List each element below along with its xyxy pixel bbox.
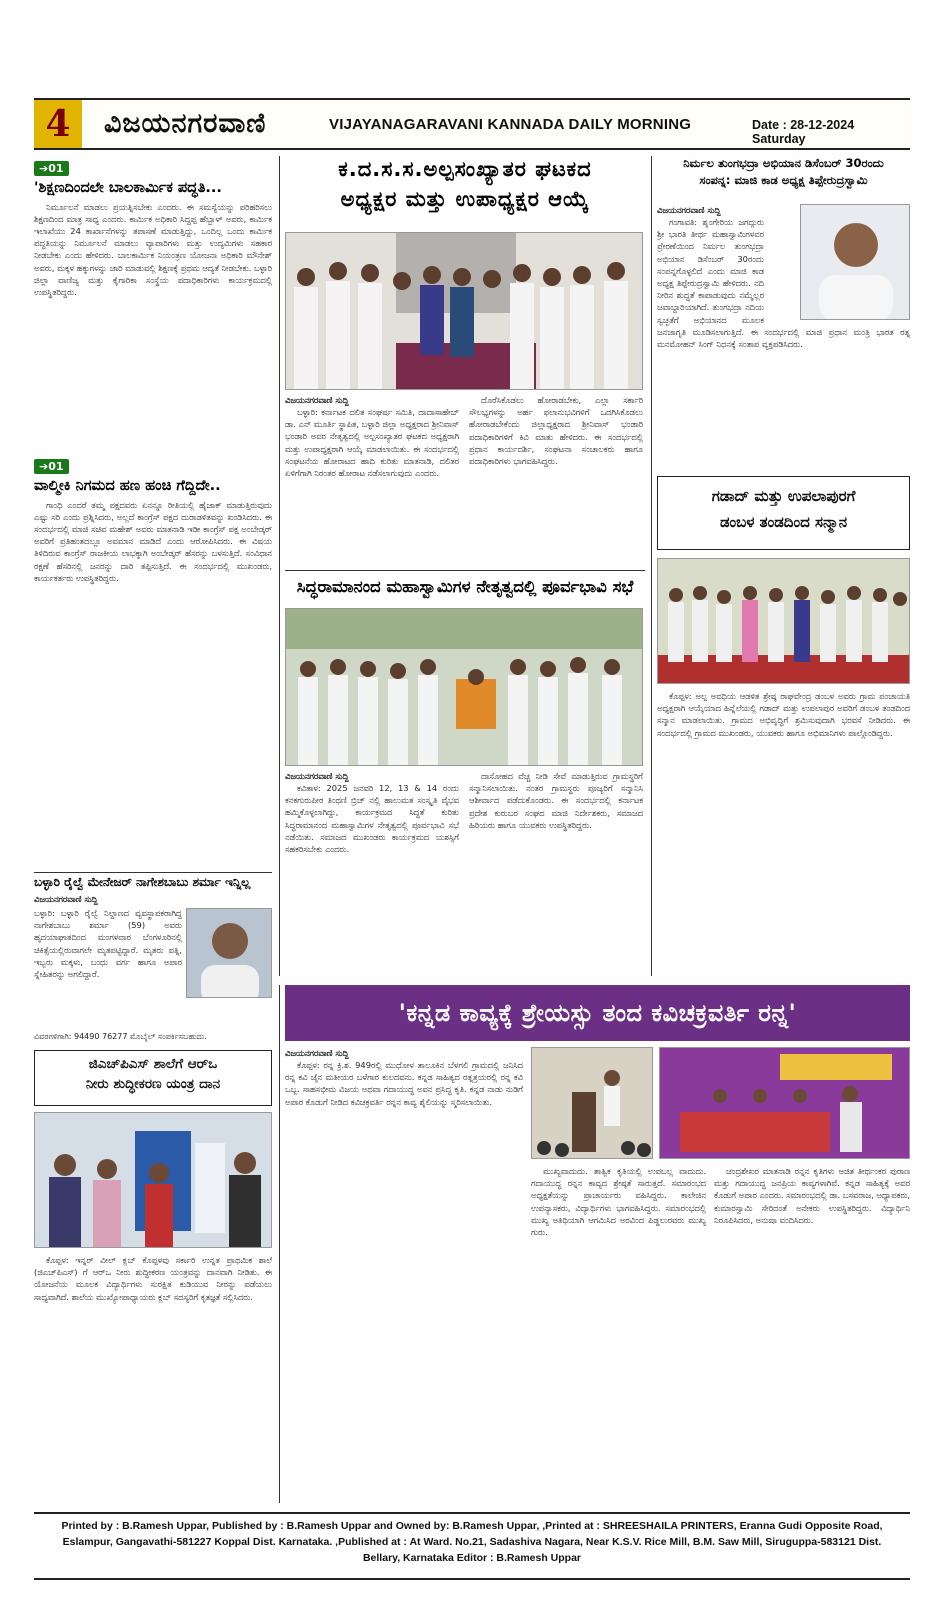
column-rule-1 — [279, 156, 280, 976]
continuation-tag: ➔01 — [34, 459, 69, 474]
headline-line-1: ಗಡಾದ್ ಮತ್ತು ಉಪಲಾಪುರಗೆ — [711, 487, 856, 505]
ranna-body-b: ಮುಖ್ಯವಾದುದು. ತಾತ್ವಿಕ ಕೃತಿಯಲ್ಲಿ ಉಪಬಲ್ಲ ವಾದುದು. ಗದಾಯುದ್ಧ ರನ್ನನ ಕಾವ್ಯದ ಶ್ರೇಷ್ಠತೆ ಸಾರುತ್ತದೆ. ಸಮಾರಂಭದ ಅಧ್ಯಕ್ಷತೆಯನ್ನು ಪ್ರಾಚಾರ್ಯರು ವಹಿಸಿದ್ದರು. ಕಾಲೇಜಿನ ಉಪನ್ಯಾಸಕರು, ವಿದ್ಯಾರ್ಥಿಗಳು ಭಾಗವಹಿಸಿದ್ದರು. ಸಮಾರಂಭದಲ್ಲಿ ಮುಖ್ಯ ಅತಿಥಿಯಾಗಿ ಆಗಮಿಸಿದ ಅರವಿಂದ ಪಿಡ್ಡಲುರವರು ಮುಖ್ಯ ಗುರು. — [531, 1166, 706, 1238]
sabha-group-photo — [285, 608, 643, 766]
group-photo-illustration — [286, 233, 643, 390]
group-photo-illustration — [35, 1113, 272, 1248]
story-tungabhadra — [657, 157, 910, 187]
stage-guests-illustration — [660, 1048, 910, 1159]
imprint-line-2: Eslampur, Gangavathi-581227 Koppal Dist. Karnataka. ,Published at : At Ward. No.21, Sadashiva Nagara, Near K.S.V. Rice Mill, B.M. Saw Mill, Siruguppa-583121 Dist. — [62, 1536, 882, 1548]
sabha-dateline: ವಿಜಯನಗರವಾಣಿ ಸುದ್ದಿ — [285, 771, 349, 781]
tungabhadra-dateline: ವಿಜಯನಗರವಾಣಿ ಸುದ್ದಿ — [657, 205, 721, 215]
felicitation-headline-box — [657, 476, 910, 550]
imprint-footer — [34, 1512, 910, 1580]
kdss-group-photo — [285, 232, 643, 390]
ranna-podium-photo — [531, 1047, 653, 1159]
headline-line-2: ಅಧ್ಯಕ್ಷರ ಮತ್ತು ಉಪಾಧ್ಯಕ್ಷರ ಆಯ್ಕೆ — [340, 187, 590, 212]
felicitation-body: ಕೊಪ್ಪಳ: ಅಲ್ಪ ಅವಧಿಯ ಆಡಳಿತ ಶ್ರೇಷ್ಠ ರಾಘವೇಂದ್ರ ಡಂಬಳ ಅವರು ಗ್ರಾಮ ಪಂಚಾಯತಿ ಅಧ್ಯಕ್ಷರಾಗಿ ಆಯ್ಕೆಯಾದ ಹಿನ್ನೆಲೆಯಲ್ಲಿ ಗಡಾದ್ ಮತ್ತು ಉಪಲಾಪುರ ಅವರಿಗೆ ಡಂಬಳ ತಂಡದಿಂದ ಸನ್ಮಾನ ಮಾಡಲಾಯಿತು. ಗ್ರಾಮದ ಅಭಿವೃದ್ಧಿಗೆ ಶ್ರಮಿಸುವುದಾಗಿ ಭರವಸೆ ನೀಡಿದರು. ಈ ಸಂದರ್ಭದಲ್ಲಿ ಗ್ರಾಮದ ಮುಖಂಡರು, ಯುವಕರು ಹಾಗೂ ಅಭಿಮಾನಿಗಳು ಪಾಲ್ಗೊಂಡಿದ್ದರು. — [657, 691, 910, 738]
headline-line-1: ಕ.ದ.ಸ.ಸ.ಅಲ್ಪಸಂಖ್ಯಾತರ ಘಟಕದ — [338, 157, 592, 181]
page-number: 4 — [34, 100, 82, 148]
divider — [285, 570, 645, 571]
article-body: ಬಳ್ಳಾರಿ: ಬಳ್ಳಾರಿ ರೈಲ್ವೆ ನಿಲ್ದಾಣದ ವ್ಯವಸ್ಥಾಪಕರಾಗಿದ್ದ ನಾಗೇಶಬಾಬು ಶರ್ಮಾ (59) ಅವರು ಹೃದಯಾಘಾತದಿಂದ ಮಂಗಳವಾರ ಬೆಂಗಳೂರಿನಲ್ಲಿ ಚಿಕಿತ್ಸೆಯಲ್ಲಿರುವಾಗಲೇ ಮೃತಪಟ್ಟಿದ್ದಾರೆ. ಮೃತರು ಪತ್ನಿ, ಇಬ್ಬರು ಮಕ್ಕಳು, ಬಂಧು ವರ್ಗ ಹಾಗೂ ಅಪಾರ ಸ್ನೇಹಿತರನ್ನು ಅಗಲಿದ್ದಾರೆ. — [34, 908, 182, 980]
imprint-line-3: Bellary, Karnataka Editor : B.Ramesh Uppar — [362, 1552, 582, 1564]
felicitation-photo — [657, 558, 910, 684]
headline-line-2: ನೀರು ಶುದ್ಧೀಕರಣ ಯಂತ್ರ ದಾನ — [85, 1076, 221, 1092]
ranna-dateline: ವಿಜಯನಗರವಾಣಿ ಸುದ್ದಿ — [285, 1048, 349, 1058]
donation-headline-box — [34, 1050, 272, 1106]
ranna-headline-banner: 'ಕನ್ನಡ ಕಾವ್ಯಕ್ಕೆ ಶ್ರೇಯಸ್ಸು ತಂದ ಕವಿಚಕ್ರವರ್ತಿ ರನ್ನ' — [285, 985, 910, 1041]
story-obituary — [34, 876, 272, 1043]
masthead-date: Date : 28-12-2024 Saturday — [752, 118, 855, 146]
sabha-body-left: ಕವಿತಾಳ: 2025 ಜನವರಿ 12, 13 & 14 ರಂದು ಕನಕಗುರುಪೀಠ ತಿಂಥಣಿ ಬ್ರಿಜ್ ನಲ್ಲಿ ಹಾಲುಮತ ಸಂಸ್ಕೃತಿ ವೈಭವ ಹಮ್ಮಿಕೊಳ್ಳಲಾಗಿದ್ದು, ಕಾರ್ಯಕ್ರಮದ ಸಿದ್ಧತೆ ಕುರಿತು ಸಿದ್ಧರಾಮಾನಂದ ಮಹಾಸ್ವಾಮಿಗಳ ನೇತೃತ್ವದಲ್ಲಿ ಪೂರ್ವಭಾವಿ ಸಭೆ ನಡೆಯಿತು. ಸಮಾಜದ ಮುಖಂಡರು ಕಾರ್ಯಕ್ರಮದ ಯಶಸ್ಸಿಗೆ ಸಹಕರಿಸಬೇಕು ಎಂದರು. — [285, 783, 459, 855]
story-child-labour — [34, 157, 272, 433]
contact-line: ವಿವರಗಳಿಗಾಗಿ: 94490 76277 ಮೊಬೈಲ್ ಸಂಪರ್ಕಿಸಬಹುದು. — [34, 1032, 207, 1041]
kdss-dateline: ವಿಜಯನಗರವಾಣಿ ಸುದ್ದಿ — [285, 395, 349, 405]
ranna-stage-photo — [659, 1047, 910, 1159]
article-body: ಗಾಂಧಿ ಎಂದರೆ ತಮ್ಮ ಪಕ್ಷದವರು ಏನನ್ನೂ ರೀತಿಯಲ್ಲಿ ಹೈಜಾಕ್ ಮಾಡುತ್ತಿರುವುದು ಎಷ್ಟು ಸರಿ ಎಂದು ಪ್ರಶ್ನಿಸಿದರು, ಅಲ್ಲದೆ ಕಾಂಗ್ರೆಸ್ ಪಕ್ಷದ ದುರಾಡಳಿತವನ್ನು ಖಂಡಿಸಿದರು. ಈ ಸಂದರ್ಭದಲ್ಲಿ ಮಾಜಿ ಸಚಿವ ಮಹೇಶ್ ಅವರು ಮಾತನಾಡಿ ಇಡೀ ಕಾಂಗ್ರೆಸ್ ಪಕ್ಷ ಅಂಬೇಡ್ಕರ್ ಅವರಿಗೆ ಪ್ರತಿಹಂತದಲ್ಲೂ ಅವಮಾನ ಮಾಡಿದೆ ಎಂದು ಆರೋಪಿಸಿದರು. ಈ ವಿಷಯ ತಿಳಿದಿರುವ ಕಾಂಗ್ರೆಸ್ ರಾಜಕೀಯ ಲಾಭಕ್ಕಾಗಿ ಅಂಬೇಡ್ಕರ್ ಹೆಸರನ್ನು ಬಳಸುತ್ತಿದೆ. ಸಂವಿಧಾನ ರಕ್ಷಣೆ ಹೆಸರಿನಲ್ಲಿ ಜನರನ್ನು ದಾರಿ ತಪ್ಪಿಸುತ್ತಿದೆ. ಈ ಸಂದರ್ಭದಲ್ಲಿ ಮುಖಂಡರು, ಕಾರ್ಯಕರ್ತರು ಉಪಸ್ಥಿತರಿದ್ದರು. — [34, 499, 272, 583]
imprint-line-1: Printed by : B.Ramesh Uppar, Published by : B.Ramesh Uppar and Owned by: B.Ramesh Uppar, ,Printed at : SHREESHAILA PRINTERS, Eranna Gudi Opposite Road, — [61, 1520, 883, 1532]
headline: ಬಳ್ಳಾರಿ ರೈಲ್ವೆ ಮೇನೇಜರ್ ನಾಗೇಶಬಾಬು ಶರ್ಮಾ ಇನ್ನಿಲ್ಲ — [34, 875, 251, 889]
group-photo-illustration — [286, 609, 643, 766]
headline-line-1: ನಿರ್ಮಲ ತುಂಗಭದ್ರಾ ಅಭಿಯಾನ ಡಿಸೆಂಬರ್ 30ರಂದು — [683, 156, 884, 170]
ranna-body-a: ಕೊಪ್ಪಳ: ರನ್ನ ಕ್ರಿ.ಶ. 949ರಲ್ಲಿ ಮುಧೋಳ ತಾಲೂಕಿನ ಬೆಳಗಲಿ ಗ್ರಾಮದಲ್ಲಿ ಜನಿಸಿದ ರನ್ನ ಕವಿ ಜೈನ ಮತೀಯರ ಬಳೆಗಾರ ಕುಲದವನು. ಕನ್ನಡ ಸಾಹಿತ್ಯದ ರತ್ನತ್ರಯರಲ್ಲಿ ರನ್ನ ಕವಿ ಒಬ್ಬ. ಸಾಹಸಭೀಮ ವಿಜಯ ಅಥವಾ ಗದಾಯುದ್ಧ ಅವನ ಪ್ರಸಿದ್ಧ ಕೃತಿ. ಕನ್ನಡ ನಾಡು ನುಡಿಗೆ ಅಪಾರ ಕೊಡುಗೆ ನೀಡಿದ ಕವಿಚಕ್ರವರ್ತಿ ರನ್ನನ ಕಾವ್ಯ ಶೈಲಿಯನ್ನು ಸ್ಮರಿಸಲಾಯಿತು. — [285, 1060, 523, 1107]
sabha-body-right: ದಾಸೋಹದ ವೆಚ್ಚ ನೀಡಿ ಸೇವೆ ಮಾಡುತ್ತಿರುವ ಗ್ರಾಮಸ್ಥರಿಗೆ ಸನ್ಮಾನಿಸಲಾಯಿತು. ನಂತರ ಗ್ರಾಮಸ್ಥರು ಪೂಜ್ಯರಿಗೆ ಸನ್ಮಾನಿಸಿ ಆಶೀರ್ವಾದ ಪಡೆದುಕೊಂಡರು. ಈ ಸಂದರ್ಭದಲ್ಲಿ ಕರ್ನಾಟಕ ಪ್ರದೇಶ ಕುರುಬರ ಸಂಘದ ಮಾಜಿ ನಿರ್ದೇಶಕರು, ಸಮಾಜದ ಹಿರಿಯರು ಹಾಗೂ ಯುವಕರು ಉಪಸ್ಥಿತರಿದ್ದರು. — [469, 771, 643, 830]
dateline: ವಿಜಯನಗರವಾಣಿ ಸುದ್ದಿ — [34, 893, 98, 904]
story-valmiki — [34, 455, 272, 869]
headline-line-2: ಸಂಪನ್ನ: ಮಾಜಿ ಕಾಡ ಅಧ್ಯಕ್ಷ ತಿಪ್ಪೇರುದ್ರಸ್ವಾಮಿ — [699, 173, 868, 188]
person-silhouette-icon — [187, 909, 272, 998]
column-rule-3 — [279, 985, 280, 1503]
divider — [34, 872, 272, 873]
headline: 'ಶಿಕ್ಷಣದಿಂದಲೇ ಬಾಲಕಾರ್ಮಿಕ ಪದ್ಧತಿ... — [34, 180, 222, 196]
donation-body: ಕೊಪ್ಪಳ: ಇನ್ನರ್ ವೀಲ್ ಕ್ಲಬ್ ಕೊಪ್ಪಳವು ಸರ್ಕಾರಿ ಉನ್ನತ ಪ್ರಾಥಮಿಕ ಶಾಲೆ (ಜಿಎಚ್‌ಪಿಎಸ್) ಗೆ ಆರ್‌ಒ ನೀರು ಶುದ್ಧೀಕರಣ ಯಂತ್ರವನ್ನು ದಾನವಾಗಿ ನೀಡಿತು. ಈ ಯೋಜನೆಯ ಮೂಲಕ ವಿದ್ಯಾರ್ಥಿಗಳು ಸುರಕ್ಷಿತ ಕುಡಿಯುವ ನೀರನ್ನು ಪಡೆಯಲು ಸಾಧ್ಯವಾಗಿದೆ. ಶಾಲೆಯ ಮುಖ್ಯೋಪಾಧ್ಯಾಯರು ಕ್ಲಬ್ ಸದಸ್ಯರಿಗೆ ಕೃತಜ್ಞತೆ ಸಲ್ಲಿಸಿದರು. — [34, 1255, 272, 1302]
tungabhadra-body: ಗಂಗಾವತಿ: ಶೃಂಗೇರಿಯ ಜಗದ್ಗುರು ಶ್ರೀ ಭಾರತಿ ತೀರ್ಥ ಮಹಾಸ್ವಾಮಿಗಳವರ ಪ್ರೇರಣೆಯಿಂದ ನಿರ್ಮಲ ತುಂಗಭದ್ರಾ ಅಭಿಯಾನ ಡಿಸೆಂಬರ್ 30ರಂದು ಸಂಪನ್ನಗೊಳ್ಳಲಿದೆ ಎಂದು ಮಾಜಿ ಕಾಡ ಅಧ್ಯಕ್ಷ ತಿಪ್ಪೇರುದ್ರಸ್ವಾಮಿ ಹೇಳಿದರು. ನದಿ ನೀರಿನ ಶುದ್ಧತೆ ಕಾಪಾಡುವುದು ನಮ್ಮೆಲ್ಲರ ಜವಾಬ್ದಾರಿಯಾಗಿದೆ. ತುಂಗಭದ್ರಾ ನದಿಯ ಸ್ವಚ್ಛತೆಗೆ ಅಭಿಯಾನದ ಮೂಲಕ ಜನಜಾಗೃತಿ ಮೂಡಿಸಲಾಗುತ್ತಿದೆ. ಈ ಸಂದರ್ಭದಲ್ಲಿ ಮಾಜಿ ಪ್ರಧಾನ ಮಂತ್ರಿ ಭಾರತ ರತ್ನ ಮನಮೋಹನ್ ಸಿಂಗ್ ನಿಧನಕ್ಕೆ ಸಂತಾಪ ವ್ಯಕ್ತಪಡಿಸಿದರು. — [657, 217, 910, 350]
float-spacer — [764, 216, 910, 324]
kdss-body-right: ದೊರೆಸಿಕೊಡಲು ಹೋರಾಡಬೇಕು, ಎಲ್ಲಾ ಸರ್ಕಾರಿ ಸೌಲಭ್ಯಗಳನ್ನು ಅರ್ಹ ಫಲಾನುಭವಿಗಳಿಗೆ ಒದಗಿಸಿಕೊಡಲು ಹೋರಾಡಬೇಕೆಂದು ಜಿಲ್ಲಾಧ್ಯಕ್ಷರಾದ ಶ್ರೀನಿವಾಸ್ ಭಂಡಾರಿ ಪದಾಧಿಕಾರಿಗಳಿಗೆ ಕಿವಿ ಮಾತು ಹೇಳಿದರು. ಈ ಸಂದರ್ಭದಲ್ಲಿ ಪ್ರಧಾನ ಕಾರ್ಯದರ್ಶಿ, ಸಂಘಟನಾ ಸಂಚಾಲಕರು ಹಾಗೂ ಪದಾಧಿಕಾರಿಗಳು ಭಾಗವಹಿಸಿದ್ದರು. — [469, 395, 643, 467]
column-rule-2 — [651, 156, 652, 976]
ranna-body-c: ಚಂದ್ರಶೇಖರ ಮಾತನಾಡಿ ರನ್ನನ ಕೃತಿಗಳು ಅಜಿತ ತೀರ್ಥಂಕರ ಪುರಾಣ ಮತ್ತು ಗದಾಯುದ್ಧ ಜನಪ್ರಿಯ ಕಾವ್ಯಗಳಾಗಿವೆ. ಕನ್ನಡ ಸಾಹಿತ್ಯಕ್ಕೆ ಅವರ ಕೊಡುಗೆ ಅಪಾರ ಎಂದರು. ಸಮಾರಂಭದಲ್ಲಿ ಡಾ. ಬಸವರಾಜ, ಅಧ್ಯಾಪಕರು, ಕುಮಾರಸ್ವಾಮಿ ಸೇರಿದಂತೆ ಅನೇಕರು ಉಪಸ್ಥಿತರಿದ್ದರು. ವಿದ್ಯಾರ್ಥಿನಿ ನಿರೂಪಿಸಿದರು, ಅನುಷಾ ವಂದಿಸಿದರು. — [714, 1166, 910, 1225]
headline-line-2: ಡಂಬಳ ತಂಡದಿಂದ ಸನ್ಮಾನ — [719, 513, 848, 531]
podium-speaker-illustration — [532, 1048, 653, 1159]
article-body: ನಿರ್ಮೂಲನೆ ಮಾಡಲು ಪ್ರಯತ್ನಿಸಬೇಕು ಎಂದರು. ಈ ಸಮಸ್ಯೆಯನ್ನು ಪರಿಹರಿಸಲು ಶಿಕ್ಷಣದಿಂದ ಮಾತ್ರ ಸಾಧ್ಯ ಎಂದರು. ಕಾರ್ಮಿಕ ಅಧಿಕಾರಿ ಸಿದ್ದಪ್ಪ ಹೆಬ್ಬಾಳ್ ಅವರು, ಕಾರ್ಮಿಕ ಇಲಾಖೆಯು 24 ಕಾರ್ಖಾನೆಗಳನ್ನು ತಪಾಸಣೆ ಮಾಡುತ್ತಿದ್ದು, ಒಂದಿಲ್ಲ ಒಂದು ಕಾರ್ಮಿಕ ಪದ್ಧತಿಯನ್ನು ನಿರ್ಮೂಲನೆ ಮಾಡಲು ವ್ಯಾಪಾರಿಗಳು ಮತ್ತು ಉದ್ಯಮಿಗಳು ಸಹಕಾರ ನೀಡಬೇಕು ಎಂದು ಹೇಳಿದರು. ಬಾಲಕಾರ್ಮಿಕ ನಿಯಂತ್ರಣ ಯೋಜನಾ ಅಧಿಕಾರಿ ಮೌನೇಶ್ ಅವರು, ಮಕ್ಕಳ ಹಕ್ಕುಗಳನ್ನು ಜಾರಿ ಮಾಡುವಲ್ಲಿ ಶಿಕ್ಷಣಕ್ಕೆ ಪ್ರಥಮ ಆದ್ಯತೆ ನೀಡಬೇಕು. ಬಳ್ಳಾರಿ ಜಿಲ್ಲಾ ವಾಣಿಜ್ಯ ಮತ್ತು ಕೈಗಾರಿಕಾ ಸಂಸ್ಥೆಯ ಪದಾಧಿಕಾರಿಗಳು ಕಾರ್ಯಕ್ರಮದಲ್ಲಿ ಉಪಸ್ಥಿತರಿದ್ದರು. — [34, 201, 272, 298]
kdss-body-left: ಬಳ್ಳಾರಿ: ಕರ್ನಾಟಕ ದಲಿತ ಸಂಘರ್ಷ ಸಮಿತಿ, ದಾದಾಸಾಹೇಬ್ ಡಾ. ಎನ್ ಮೂರ್ತಿ ಸ್ಥಾಪಿತ, ಬಳ್ಳಾರಿ ಜಿಲ್ಲಾ ಅಧ್ಯಕ್ಷರಾದ ಶ್ರೀನಿವಾಸ್ ಭಂಡಾರಿ ಅವರ ನೇತೃತ್ವದಲ್ಲಿ ಅಲ್ಪಸಂಖ್ಯಾತರ ಘಟಕದ ಅಧ್ಯಕ್ಷರಾಗಿ ಮತ್ತು ಉಪಾಧ್ಯಕ್ಷರಾಗಿ ಆಯ್ಕೆ ಮಾಡಲಾಯಿತು. ಈ ಸಂದರ್ಭದಲ್ಲಿ ಸಂಘಟನೆಯ ಹೋರಾಟದ ಹಾದಿ ಕುರಿತು ಮಾತನಾಡಿ, ದಲಿತರ ಏಳಿಗೆಗಾಗಿ ನಿರಂತರ ಹೋರಾಟ ನಡೆಸಲಾಗುವುದು ಎಂದರು. — [285, 407, 459, 479]
masthead-title-kannada: ವಿಜಯನಗರವಾಣಿ — [104, 108, 267, 139]
story-kdss — [285, 157, 645, 211]
headline-line-1: ಜಿಎಚ್‌ಪಿಎಸ್ ಶಾಲೆಗೆ ಆರ್‌ಒ — [88, 1056, 218, 1072]
sabha-headline: ಸಿದ್ಧರಾಮಾನಂದ ಮಹಾಸ್ವಾಮಿಗಳ ನೇತೃತ್ವದಲ್ಲಿ ಪೂರ್ವಭಾವಿ ಸಭೆ — [296, 577, 634, 596]
headline: ವಾಲ್ಮೀಕಿ ನಿಗಮದ ಹಣ ಹಂಚಿ ಗೆದ್ದಿದೇ.. — [34, 478, 221, 494]
group-photo-illustration — [658, 559, 910, 684]
portrait-photo — [186, 908, 272, 998]
continuation-tag: ➔01 — [34, 161, 69, 176]
masthead — [34, 98, 910, 150]
donation-photo — [34, 1112, 272, 1248]
masthead-title-english: VIJAYANAGARAVANI KANNADA DAILY MORNING — [329, 116, 692, 133]
